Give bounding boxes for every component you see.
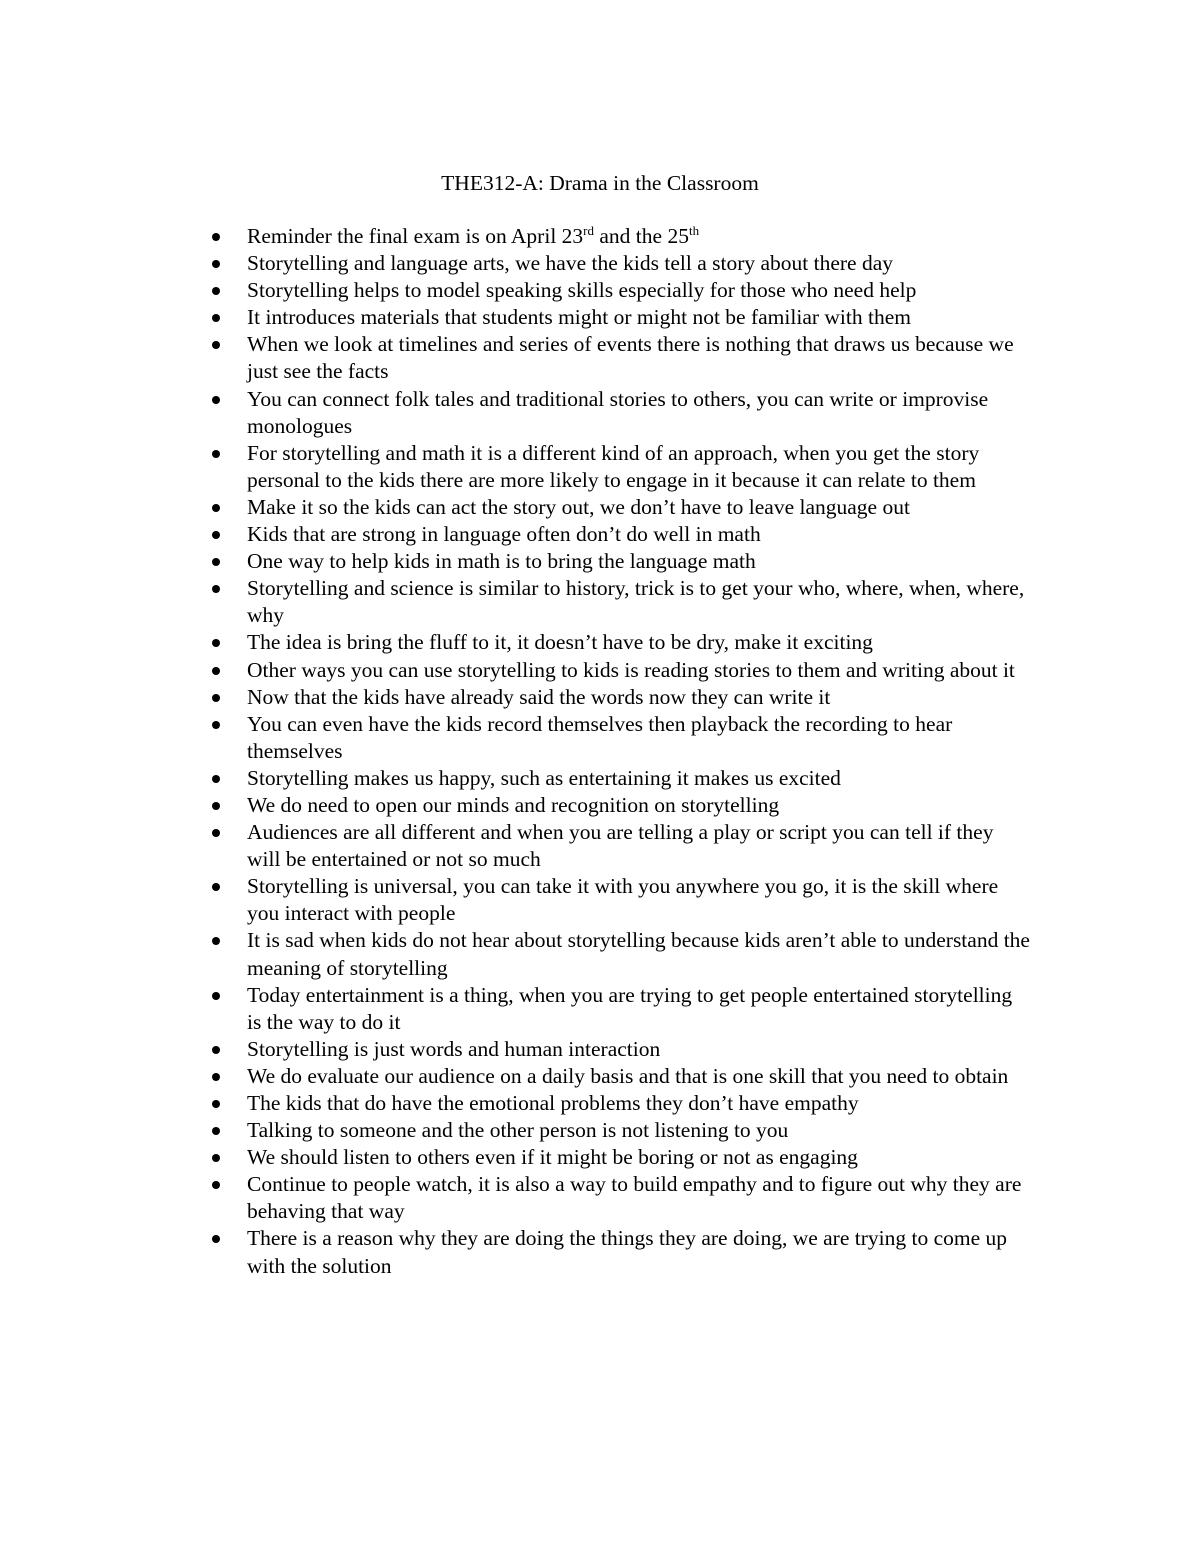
list-item [210, 1036, 1030, 1063]
bullet-icon [212, 694, 220, 702]
bullet-icon [212, 341, 220, 349]
bullet-icon [212, 260, 220, 268]
list-item [210, 277, 1030, 304]
list-item-text: It is sad when kids do not hear about storytelling because kids aren’t able to understand the meaning of storytelling [247, 928, 1030, 980]
list-item [210, 521, 1030, 548]
list-item-text: When we look at timelines and series of events there is nothing that draws us because we just see the facts [247, 332, 1014, 384]
notes-list [210, 223, 1030, 1280]
list-item [210, 629, 1030, 656]
list-item [210, 982, 1030, 1036]
exam-reminder-text-a: Reminder the final exam is on April 23 [247, 224, 584, 248]
list-item-text: You can even have the kids record themselves then playback the recording to hear themselves [247, 711, 953, 763]
bullet-icon [212, 1235, 220, 1243]
list-item-text: Storytelling makes us happy, such as entertaining it makes us excited [247, 765, 841, 790]
bullet-icon [212, 1127, 220, 1135]
bullet-icon [212, 829, 220, 837]
bullet-icon [212, 558, 220, 566]
list-item [210, 1117, 1030, 1144]
list-item-text: Make it so the kids can act the story out, we don’t have to leave language out [247, 494, 910, 519]
list-item [210, 1171, 1030, 1225]
list-item [210, 250, 1030, 277]
bullet-icon [212, 504, 220, 512]
bullet-icon [212, 1073, 220, 1081]
list-item [210, 792, 1030, 819]
list-item [210, 657, 1030, 684]
list-item-text [247, 224, 699, 248]
list-item [210, 927, 1030, 981]
list-item [210, 711, 1030, 765]
list-item-text: The kids that do have the emotional problems they don’t have empathy [247, 1091, 859, 1115]
list-item-text: Continue to people watch, it is also a way to build empathy and to figure out why they are behaving that way [247, 1172, 1022, 1224]
ordinal-suffix-th: th [688, 223, 700, 238]
list-item [210, 440, 1030, 494]
list-item-text: You can connect folk tales and traditional stories to others, you can write or improvise monologues [247, 386, 989, 438]
list-item-text: Storytelling and science is similar to history, trick is to get your who, where, when, where, why [247, 576, 1025, 628]
list-item-text: Talking to someone and the other person is not listening to you [247, 1118, 789, 1143]
bullet-icon [212, 802, 220, 810]
bullet-icon [212, 775, 220, 783]
bullet-icon [212, 937, 220, 945]
list-item [210, 548, 1030, 575]
list-item-text: We should listen to others even if it might be boring or not as engaging [247, 1145, 858, 1170]
bullet-icon [212, 1100, 220, 1108]
document-title: THE312-A: Drama in the Classroom [441, 171, 759, 195]
list-item [210, 873, 1030, 927]
list-item [210, 1090, 1030, 1117]
list-item [210, 819, 1030, 873]
list-item-text: Other ways you can use storytelling to kids is reading stories to them and writing about it [247, 657, 1015, 682]
list-item-text: Kids that are strong in language often don’t do well in math [247, 522, 761, 547]
list-item [210, 386, 1030, 440]
bullet-icon [212, 639, 220, 647]
list-item [210, 223, 1030, 250]
bullet-icon [212, 721, 220, 729]
list-item-text: Audiences are all different and when you are telling a play or script you can tell if they will be entertained or not so much [247, 820, 994, 872]
bullet-icon [212, 883, 220, 891]
list-item-text: Storytelling is just words and human interaction [247, 1036, 661, 1061]
list-item-text: We do need to open our minds and recognition on storytelling [247, 792, 780, 817]
list-item [210, 575, 1030, 629]
list-item-text: We do evaluate our audience on a daily basis and that is one skill that you need to obtain [247, 1063, 1009, 1088]
exam-reminder-text-b: and the 25 [594, 224, 689, 248]
bullet-icon [212, 287, 220, 295]
list-item [210, 304, 1030, 331]
list-item [210, 494, 1030, 521]
bullet-icon [212, 314, 220, 322]
bullet-icon [212, 396, 220, 404]
bullet-icon [212, 585, 220, 593]
list-item-text: It introduces materials that students might or might not be familiar with them [247, 305, 911, 330]
bullet-icon [212, 531, 220, 539]
list-item-text: There is a reason why they are doing the things they are doing, we are trying to come up with the solution [247, 1226, 1008, 1278]
bullet-icon [212, 450, 220, 458]
bullet-icon [212, 1046, 220, 1054]
list-item-text: Today entertainment is a thing, when you are trying to get people entertained storytelling is the way to do it [247, 982, 1013, 1034]
bullet-icon [212, 233, 220, 241]
bullet-icon [212, 1154, 220, 1162]
list-item-text: The idea is bring the fluff to it, it doesn’t have to be dry, make it exciting [247, 630, 873, 655]
list-item [210, 1144, 1030, 1171]
list-item-text: For storytelling and math it is a different kind of an approach, when you get the story personal to the kids there are more likely to engage in it because it can relate to them [247, 440, 980, 492]
list-item-text: Storytelling helps to model speaking skills especially for those who need help [247, 278, 917, 303]
bullet-icon [212, 992, 220, 1000]
bullet-icon [212, 667, 220, 675]
ordinal-suffix-rd: rd [583, 223, 595, 238]
list-item-text: Storytelling and language arts, we have the kids tell a story about there day [247, 251, 894, 276]
list-item-text: Now that the kids have already said the words now they can write it [247, 684, 831, 709]
bullet-icon [212, 1181, 220, 1189]
list-item-text: Storytelling is universal, you can take it with you anywhere you go, it is the skill where you interact with people [247, 874, 999, 926]
list-item [210, 1225, 1030, 1279]
list-item [210, 684, 1030, 711]
list-item [210, 331, 1030, 385]
list-item-text: One way to help kids in math is to bring the language math [247, 549, 756, 574]
list-item [210, 765, 1030, 792]
list-item [210, 1063, 1030, 1090]
